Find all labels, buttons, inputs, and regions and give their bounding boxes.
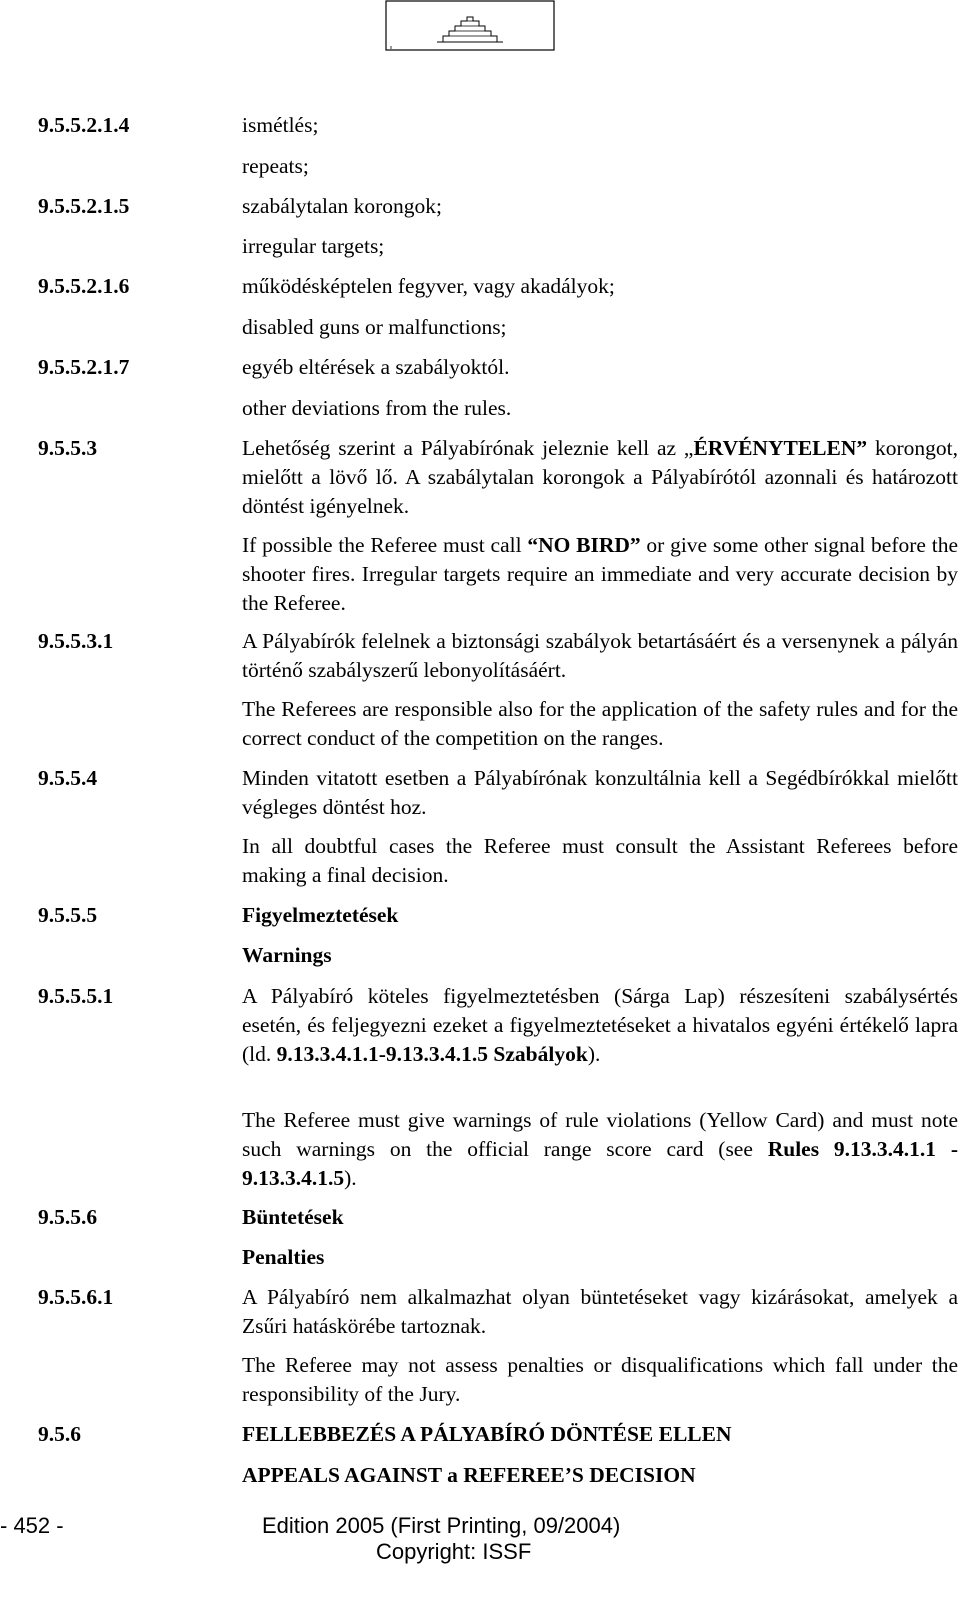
rule-text-hu: A Pályabíró nem alkalmazhat olyan büntetéseket vagy kizárásokat, amelyek a Zsűri hatáskörébe tartoznak. <box>242 1285 958 1338</box>
rule-number: 9.5.5.2.1.7 <box>38 355 130 379</box>
page-number: - 452 - <box>0 1513 64 1538</box>
rule-text-en: The Referee must give warnings of rule violations (Yellow Card) and must note such warnings on the official range score card (see Rules 9.13.3.4.1.1 - 9.13.3.4.1.5). <box>242 1108 958 1190</box>
rule-text-hu: A Pályabíró köteles figyelmeztetésben (Sárga Lap) részesíteni szabálysértés esetén, és feljegyezni ezeket a figyelmeztetéseket a hivatalos egyéni értékelő lapra (ld. 9.13.3.4.1.1-9.13.3.4.1.5 Szabályok). <box>242 984 958 1066</box>
rule-text-en: repeats; <box>242 154 309 178</box>
rule-text-en: In all doubtful cases the Referee must consult the Assistant Referees before making a final decision. <box>242 834 958 887</box>
rule-text-en: disabled guns or malfunctions; <box>242 315 507 339</box>
rule-text-en: The Referee may not assess penalties or disqualifications which fall under the responsibility of the Jury. <box>242 1353 958 1406</box>
rule-number: 9.5.5.4 <box>38 766 98 790</box>
rule-text-en: If possible the Referee must call “NO BIRD” or give some other signal before the shooter fires. Irregular targets require an immediate and very accurate decision by the Referee. <box>242 533 958 615</box>
rule-text-hu: működésképtelen fegyver, vagy akadályok; <box>242 274 615 298</box>
rule-text-hu: szabálytalan korongok; <box>242 194 443 218</box>
issf-logo <box>385 0 555 52</box>
section-heading-en: Penalties <box>242 1245 325 1269</box>
rule-text-en: irregular targets; <box>242 234 385 258</box>
section-heading-hu: FELLEBBEZÉS A PÁLYABÍRÓ DÖNTÉSE ELLEN <box>242 1422 732 1446</box>
rule-number: 9.5.6 <box>38 1422 81 1446</box>
rule-number: 9.5.5.6.1 <box>38 1285 114 1309</box>
edition-note: Edition 2005 (First Printing, 09/2004) <box>262 1513 621 1538</box>
rule-number: 9.5.5.2.1.5 <box>38 194 130 218</box>
section-heading-hu: Büntetések <box>242 1205 344 1229</box>
section-heading-en: Warnings <box>242 943 332 967</box>
section-heading-en: APPEALS AGAINST a REFEREE’S DECISION <box>242 1463 696 1487</box>
rule-number: 9.5.5.5.1 <box>38 984 114 1008</box>
rule-number: 9.5.5.2.1.6 <box>38 274 130 298</box>
rule-text-en: The Referees are responsible also for the application of the safety rules and for the correct conduct of the competition on the ranges. <box>242 697 958 750</box>
rule-number: 9.5.5.3.1 <box>38 629 114 653</box>
rule-number: 9.5.5.5 <box>38 903 98 927</box>
rule-number: 9.5.5.3 <box>38 436 98 460</box>
rule-text-hu: egyéb eltérések a szabályoktól. <box>242 355 510 379</box>
rule-text-hu: A Pályabírók felelnek a biztonsági szabályok betartásáért és a versenynek a pályán történő szabályszerű lebonyolításáért. <box>242 629 958 682</box>
rule-number: 9.5.5.6 <box>38 1205 98 1229</box>
rule-number: 9.5.5.2.1.4 <box>38 113 130 137</box>
rule-text-hu: ismétlés; <box>242 113 319 137</box>
copyright-note: Copyright: ISSF <box>376 1539 532 1564</box>
rule-text-hu: Lehetőség szerint a Pályabírónak jeleznie kell az „ÉRVÉNYTELEN” korongot, mielőtt a lövő lő. A szabálytalan korongok a Pályabírótól azonnali és határozott döntést igényelnek. <box>242 436 959 518</box>
rule-text-en: other deviations from the rules. <box>242 396 512 420</box>
rule-text-hu: Minden vitatott esetben a Pályabírónak konzultálnia kell a Segédbírókkal mielőtt végleges döntést hoz. <box>242 766 958 819</box>
section-heading-hu: Figyelmeztetések <box>242 903 399 927</box>
